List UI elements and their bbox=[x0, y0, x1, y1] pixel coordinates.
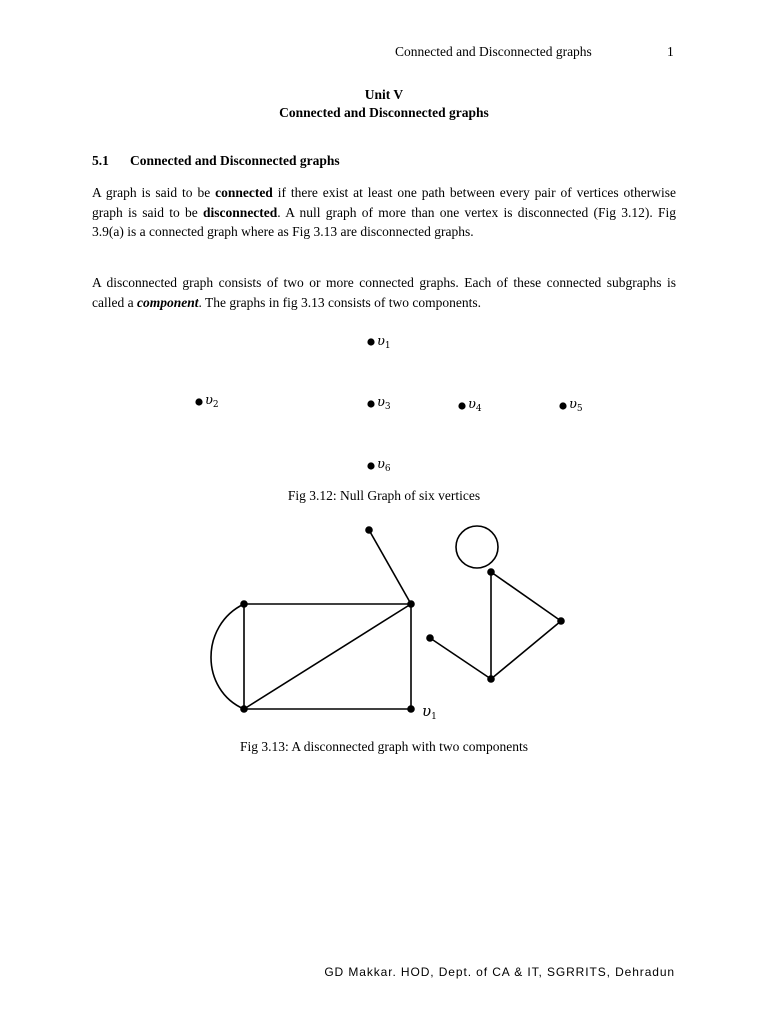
vertex-label-v6: $\upsilon_6$ bbox=[377, 457, 391, 474]
unit-title: Unit V bbox=[364, 87, 404, 102]
vertex-left-pendant bbox=[426, 634, 434, 642]
running-header bbox=[0, 44, 768, 64]
figure-caption-3-12: Fig 3.12: Null Graph of six vertices bbox=[287, 488, 481, 503]
edge-parallel-curve bbox=[211, 604, 244, 709]
vertex-label-v2: $\upsilon_2$ bbox=[205, 393, 219, 410]
vertex-bottom-left bbox=[240, 705, 248, 713]
figure-caption-3-13: Fig 3.13: A disconnected graph with two components bbox=[240, 739, 528, 754]
vertex-v4 bbox=[458, 402, 465, 409]
edge-upper-right bbox=[491, 572, 561, 621]
vertex-label-v4: $\upsilon_4$ bbox=[468, 397, 482, 414]
vertex-label-v1: $\upsilon_1$ bbox=[377, 334, 391, 351]
text-run: if there exist at least one path between every pair of vertices otherwise graph is said to be bbox=[92, 185, 676, 220]
vertex-v2 bbox=[195, 398, 202, 405]
vertex-top-right bbox=[407, 600, 415, 608]
running-title: Connected and Disconnected graphs bbox=[395, 44, 592, 59]
vertex-v1-bottom-right bbox=[407, 705, 415, 713]
unit-subtitle: Connected and Disconnected graphs bbox=[279, 105, 489, 120]
vertex-bottom bbox=[487, 675, 495, 683]
page-number: 1 bbox=[667, 44, 674, 59]
text-run: . A null graph of more than one vertex is disconnected (Fig 3.12). Fig 3.9(a) is a connected graph where as Fig 3.13 are disconnected graphs. bbox=[92, 204, 677, 239]
vertex-v6 bbox=[367, 462, 374, 469]
text-run: A graph is said to be bbox=[92, 185, 216, 200]
section-heading bbox=[92, 153, 340, 169]
term-connected: connected bbox=[215, 185, 273, 200]
edge-self-loop bbox=[456, 526, 498, 568]
vertex-loop bbox=[487, 568, 495, 576]
vertex-v1 bbox=[367, 338, 374, 345]
vertex-label-v3: $\upsilon_3$ bbox=[377, 395, 391, 412]
vertex-pendant-top bbox=[365, 526, 373, 534]
text-run: . The graphs in fig 3.13 consists of two components. bbox=[198, 294, 481, 310]
vertex-v3 bbox=[367, 400, 374, 407]
edge-diagonal bbox=[244, 604, 411, 709]
term-disconnected: disconnected bbox=[203, 204, 278, 220]
term-component: component bbox=[136, 294, 199, 310]
unit-heading bbox=[0, 86, 768, 122]
vertex-label-v5: $\upsilon_5$ bbox=[569, 397, 583, 414]
vertex-top-left bbox=[240, 600, 248, 608]
section-number: 5.1 bbox=[92, 153, 109, 168]
text-run: A disconnected graph consists of two or more connected graphs. Each of these connected subgraphs is called a bbox=[92, 275, 676, 310]
edge-left-pendant bbox=[430, 638, 491, 679]
paragraph-connected-definition bbox=[92, 183, 676, 242]
paragraph-component-definition bbox=[92, 273, 676, 312]
edge-lower-right bbox=[491, 621, 561, 679]
vertex-v5 bbox=[559, 402, 566, 409]
vertex-right bbox=[557, 617, 565, 625]
page-footer: GD Makkar. HOD, Dept. of CA & IT, SGRRITS, Dehradun bbox=[324, 965, 675, 979]
edge-pendant bbox=[369, 530, 411, 604]
section-title: Connected and Disconnected graphs bbox=[130, 153, 340, 168]
vertex-label-v1-fig313: $\upsilon_1$ bbox=[422, 702, 437, 722]
